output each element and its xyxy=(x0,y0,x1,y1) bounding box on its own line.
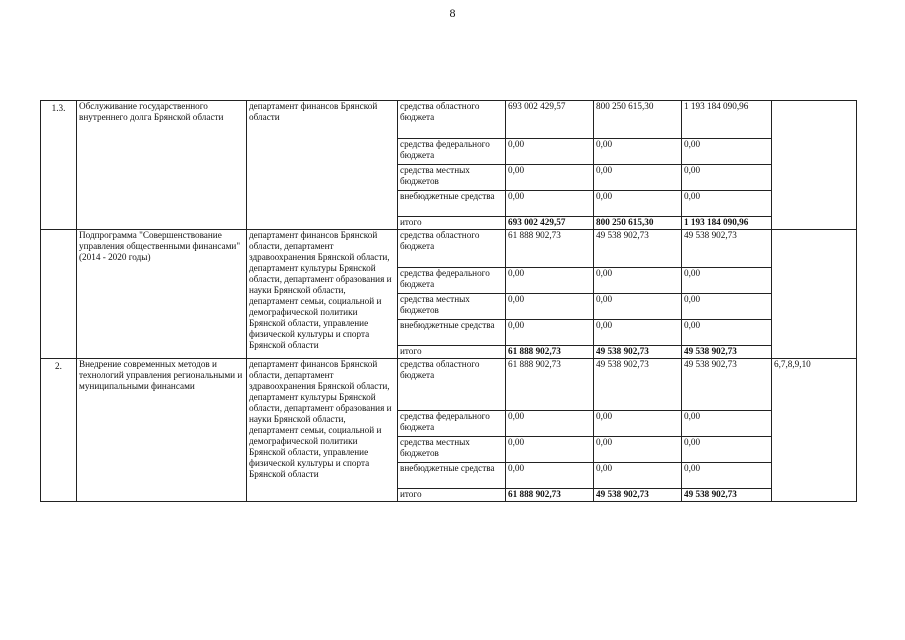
value-year-2: 800 250 615,30 xyxy=(594,101,682,139)
value-year-2: 0,00 xyxy=(594,294,682,320)
funding-source: итого xyxy=(398,346,506,359)
measure-name: Обслуживание государственного внутреннего долга Брянской области xyxy=(77,101,247,230)
value-year-3: 0,00 xyxy=(682,411,772,437)
value-year-3: 0,00 xyxy=(682,294,772,320)
value-year-2: 0,00 xyxy=(594,191,682,217)
value-year-1: 0,00 xyxy=(506,139,594,165)
value-year-3: 1 193 184 090,96 xyxy=(682,217,772,230)
value-year-1: 0,00 xyxy=(506,294,594,320)
value-year-1: 0,00 xyxy=(506,320,594,346)
value-year-2: 0,00 xyxy=(594,463,682,489)
value-year-3: 0,00 xyxy=(682,139,772,165)
row-number xyxy=(41,230,77,359)
funding-source: внебюджетные средства xyxy=(398,320,506,346)
table-row xyxy=(41,101,857,139)
funding-source: итого xyxy=(398,489,506,502)
funding-source: средства федерального бюджета xyxy=(398,139,506,165)
value-year-3: 0,00 xyxy=(682,437,772,463)
target-indicators: 6,7,8,9,10 xyxy=(772,359,857,502)
value-year-3: 0,00 xyxy=(682,320,772,346)
value-year-3: 0,00 xyxy=(682,268,772,294)
value-year-3: 49 538 902,73 xyxy=(682,359,772,411)
value-year-2: 0,00 xyxy=(594,437,682,463)
value-year-1: 0,00 xyxy=(506,411,594,437)
value-year-1: 693 002 429,57 xyxy=(506,101,594,139)
value-year-1: 693 002 429,57 xyxy=(506,217,594,230)
table-row xyxy=(41,359,857,411)
value-year-2: 0,00 xyxy=(594,320,682,346)
funding-source: средства областного бюджета xyxy=(398,359,506,411)
value-year-3: 49 538 902,73 xyxy=(682,489,772,502)
funding-source: средства федерального бюджета xyxy=(398,411,506,437)
measure-name: Внедрение современных методов и технологий управления региональными и муниципальными финансами xyxy=(77,359,247,502)
value-year-1: 0,00 xyxy=(506,268,594,294)
value-year-1: 0,00 xyxy=(506,463,594,489)
value-year-3: 49 538 902,73 xyxy=(682,230,772,268)
row-number: 2. xyxy=(41,359,77,502)
value-year-1: 0,00 xyxy=(506,191,594,217)
value-year-2: 0,00 xyxy=(594,411,682,437)
value-year-2: 0,00 xyxy=(594,165,682,191)
value-year-2: 0,00 xyxy=(594,139,682,165)
page-number: 8 xyxy=(449,6,456,20)
table-row xyxy=(41,230,857,268)
value-year-3: 0,00 xyxy=(682,165,772,191)
value-year-2: 0,00 xyxy=(594,268,682,294)
funding-source: внебюджетные средства xyxy=(398,191,506,217)
value-year-2: 49 538 902,73 xyxy=(594,489,682,502)
value-year-1: 61 888 902,73 xyxy=(506,346,594,359)
value-year-1: 0,00 xyxy=(506,165,594,191)
funding-source: средства областного бюджета xyxy=(398,101,506,139)
value-year-2: 49 538 902,73 xyxy=(594,359,682,411)
funding-source: средства местных бюджетов xyxy=(398,437,506,463)
value-year-2: 800 250 615,30 xyxy=(594,217,682,230)
value-year-3: 0,00 xyxy=(682,191,772,217)
executor: департамент финансов Брянской области xyxy=(247,101,398,230)
budget-table xyxy=(40,100,857,502)
value-year-3: 1 193 184 090,96 xyxy=(682,101,772,139)
executor: департамент финансов Брянской области, департамент здравоохранения Брянской области, департамент культуры Брянской области, департамент образования и науки Брянской области, департамент семьи, социальной и демографической политики Брянской области, управление физической культуры и спорта Брянской области xyxy=(247,359,398,502)
funding-source: итого xyxy=(398,217,506,230)
value-year-1: 61 888 902,73 xyxy=(506,489,594,502)
value-year-2: 49 538 902,73 xyxy=(594,230,682,268)
funding-source: средства областного бюджета xyxy=(398,230,506,268)
funding-source: средства федерального бюджета xyxy=(398,268,506,294)
row-number: 1.3. xyxy=(41,101,77,230)
funding-source: средства местных бюджетов xyxy=(398,294,506,320)
value-year-1: 61 888 902,73 xyxy=(506,230,594,268)
value-year-3: 0,00 xyxy=(682,463,772,489)
funding-source: внебюджетные средства xyxy=(398,463,506,489)
measure-name: Подпрограмма "Совершенствование управления общественными финансами" (2014 - 2020 годы) xyxy=(77,230,247,359)
target-indicators xyxy=(772,230,857,359)
funding-source: средства местных бюджетов xyxy=(398,165,506,191)
target-indicators xyxy=(772,101,857,230)
value-year-1: 61 888 902,73 xyxy=(506,359,594,411)
value-year-1: 0,00 xyxy=(506,437,594,463)
executor: департамент финансов Брянской области, департамент здравоохранения Брянской области, департамент культуры Брянской области, департамент образования и науки Брянской области, департамент семьи, социальной и демографической политики Брянской области, управление физической культуры и спорта Брянской области xyxy=(247,230,398,359)
value-year-3: 49 538 902,73 xyxy=(682,346,772,359)
value-year-2: 49 538 902,73 xyxy=(594,346,682,359)
